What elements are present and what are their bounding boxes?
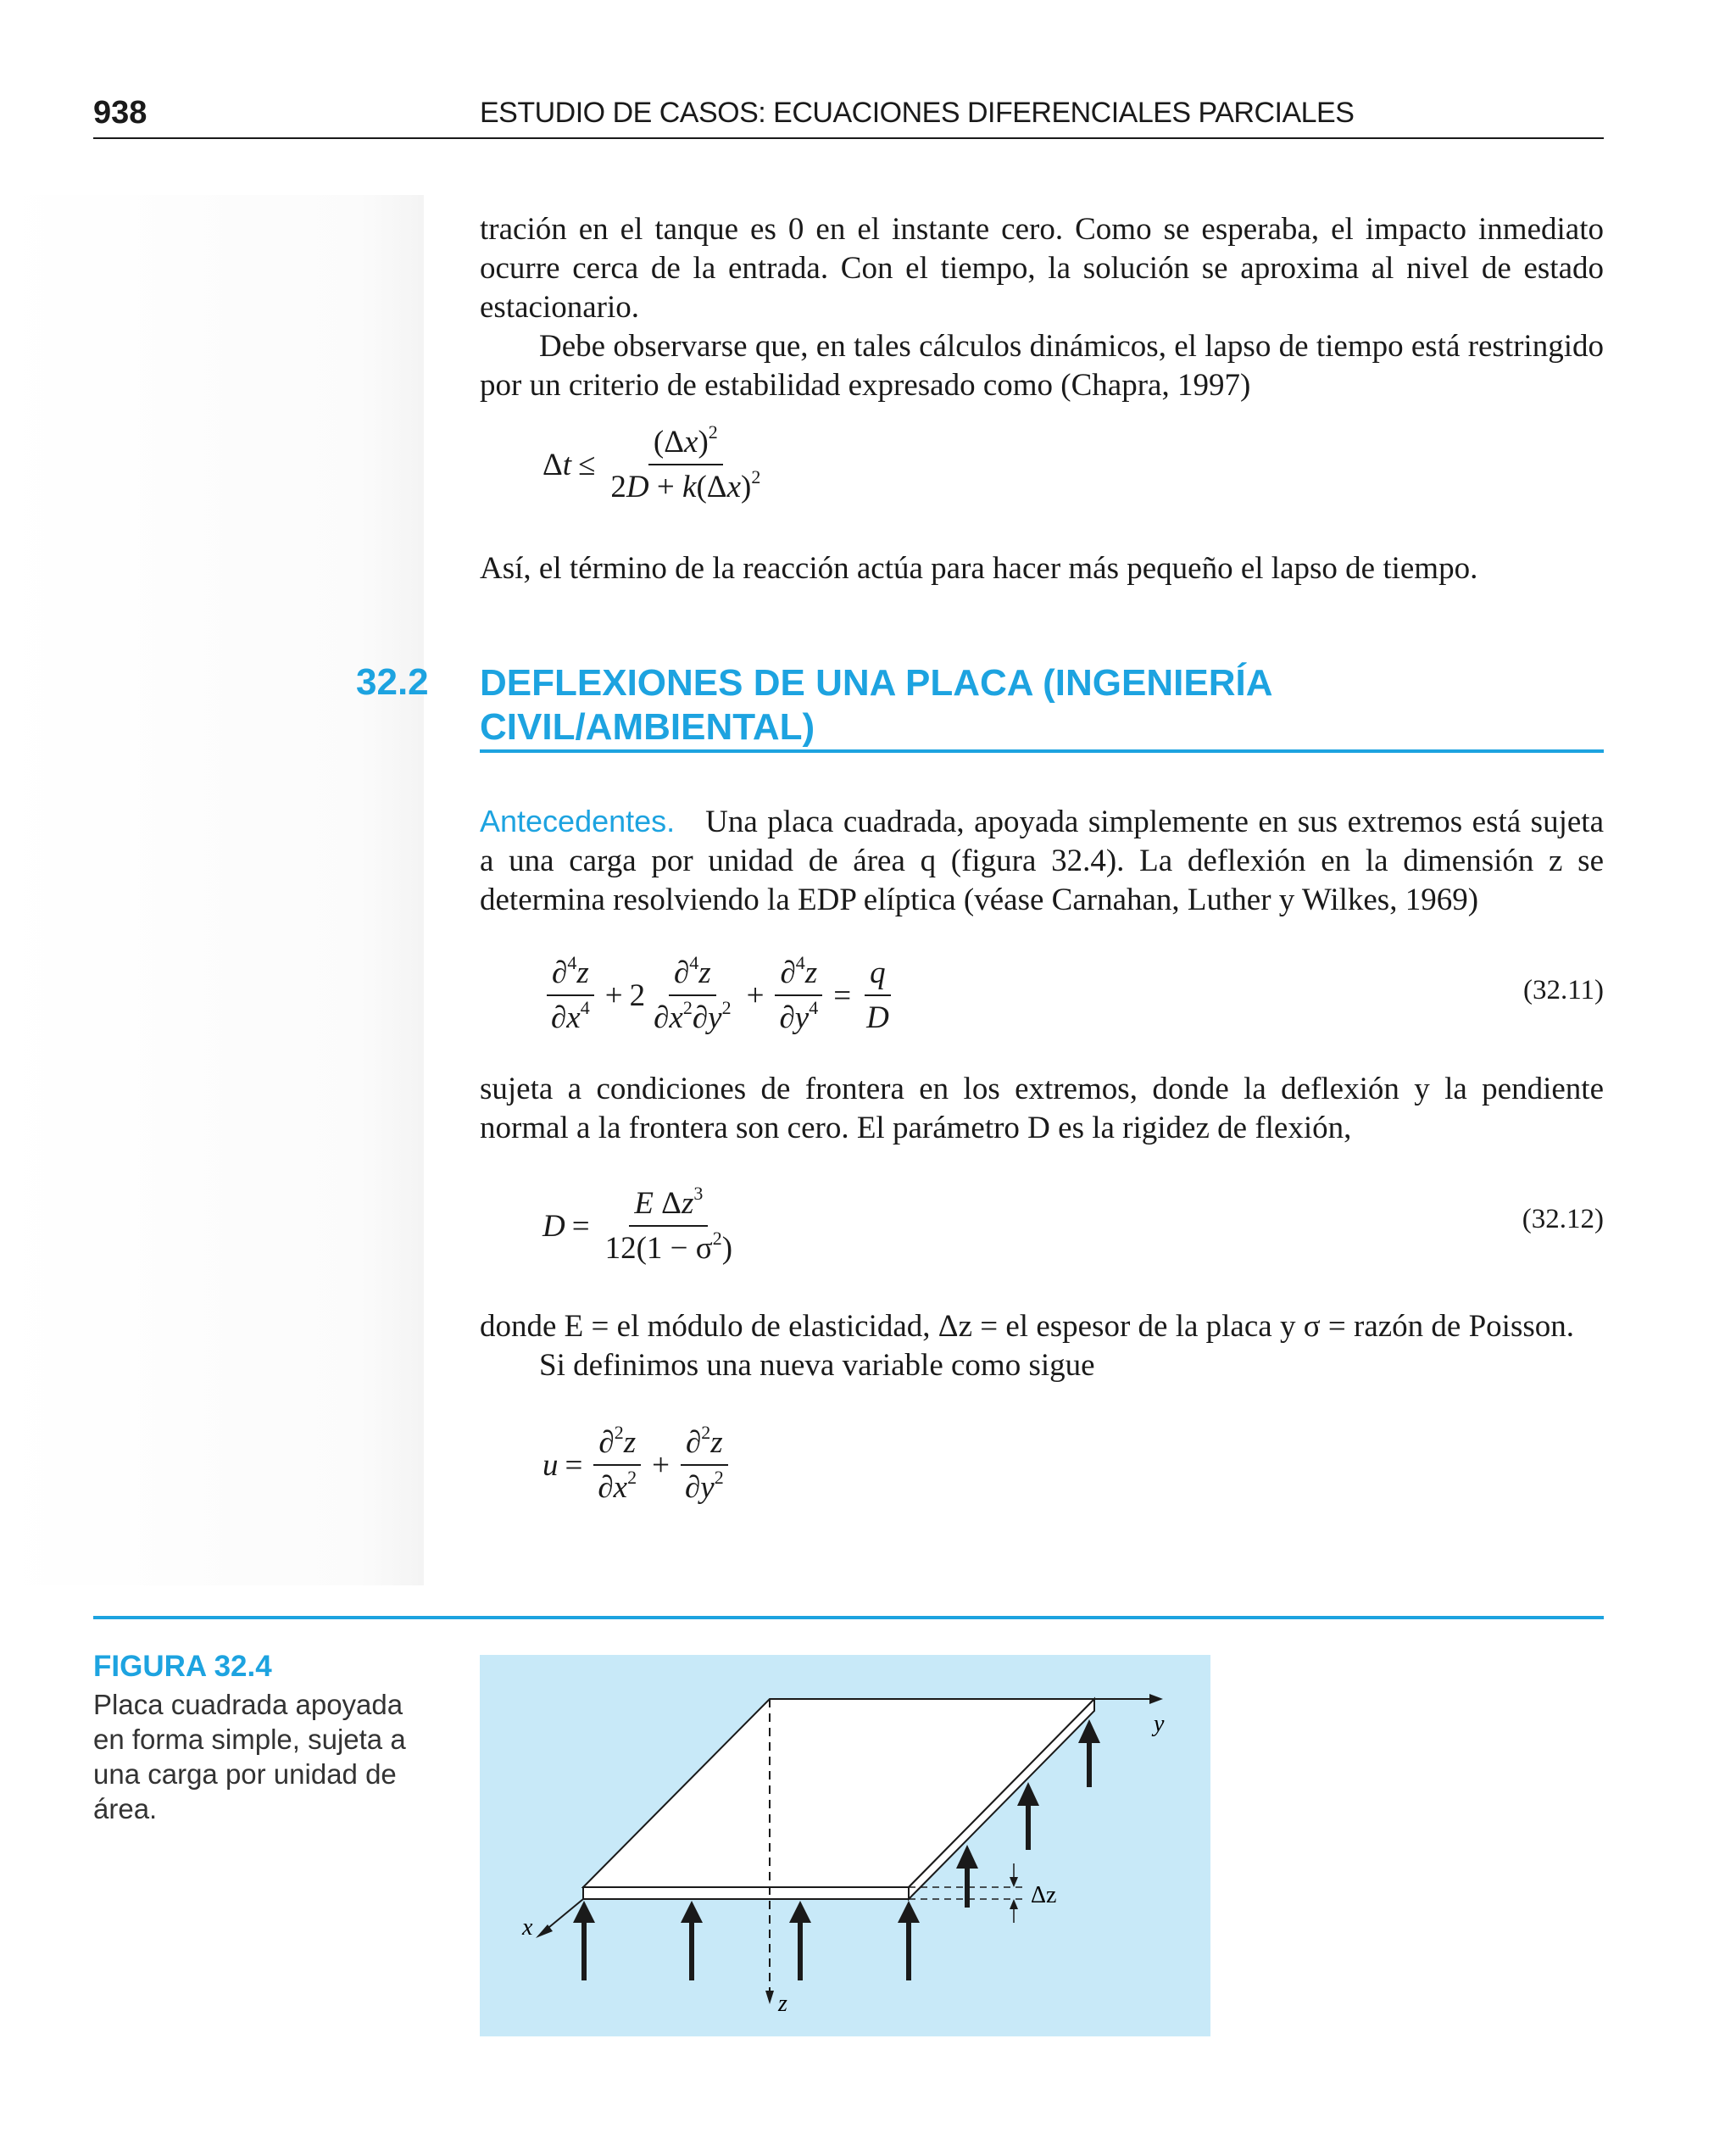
load-arrow-head: [898, 1901, 920, 1923]
intro-paragraph-2: [480, 327, 1604, 405]
figure-panel: [480, 1655, 1210, 2036]
background-paragraph-1-text: Una placa cuadrada, apoyada simplemente en sus extremos está sujeta a una carga por unidad de área q (figura 32.4). La deflexión en la dimensión z se determina resolviendo la EDP elíptica (véase Carnahan, Luther y Wilkes, 1969): [480, 805, 1604, 917]
section-title-line-2: CIVIL/AMBIENTAL): [480, 706, 815, 748]
flexural-rigidity-equation: D = $\frac{E \Delta z^3}{12(1 - \sigma^2)}$: [542, 1183, 733, 1266]
figure-rule: [93, 1616, 1604, 1619]
z-axis-arrow: [765, 1991, 774, 2004]
load-arrow-shaft: [581, 1919, 587, 1980]
background-lead-in: Antecedentes.: [480, 804, 676, 838]
plate-pde-equation: $\frac{\partial^4z}{\partial x^4}$ + 2 $\frac{\partial^4z}{\partial x^2\partial y^2}$ + $\frac{\partial^4z}{\partial y^4}$ = $\frac{q}{D}$: [542, 955, 898, 1036]
header-rule: [93, 137, 1604, 139]
background-paragraph-1: [480, 802, 1604, 920]
section-title-line-1: DEFLEXIONES DE UNA PLACA (INGENIERÍA: [480, 662, 1273, 704]
equation-number-32-11: (32.11): [1522, 975, 1604, 1005]
plate-top-face: [583, 1699, 1094, 1887]
load-arrow-shaft: [906, 1919, 911, 1980]
figure-caption: Placa cuadrada apoyada en forma simple, sujeta a una carga por unidad de área.: [93, 1689, 406, 1824]
section-title: [480, 661, 1272, 749]
load-arrow-head: [789, 1901, 811, 1923]
u-definition-equation: u = $\frac{\partial^2z}{\partial x^2}$ + $\frac{\partial^2z}{\partial y^2}$: [542, 1424, 732, 1506]
background-paragraph-2: sujeta a condiciones de frontera en los extremos, donde la deflexión y la pendiente normal a la frontera son cero. El parámetro D es la rigidez de flexión,: [480, 1072, 1604, 1145]
thickness-arrow-bottom: [1010, 1899, 1018, 1909]
figure-label: FIGURA 32.4: [93, 1650, 272, 1683]
y-axis-label: y: [1154, 1711, 1165, 1737]
background-paragraph-4-text: Si definimos una nueva variable como sigue: [539, 1348, 1095, 1383]
page-number: 938: [93, 95, 147, 131]
intro-paragraph-1: tración en el tanque es 0 en el instante cero. Como se esperaba, el impacto inmediato ocurre cerca de la entrada. Con el tiempo, la solución se aproxima al nivel de estado estacionario.: [480, 212, 1604, 325]
load-arrow-shaft: [798, 1919, 803, 1980]
front-load-arrows: [573, 1901, 920, 1980]
thickness-arrow-top: [1010, 1877, 1018, 1887]
load-arrow-shaft: [1087, 1740, 1092, 1787]
load-arrow-shaft: [689, 1919, 694, 1980]
load-arrow-shaft: [1026, 1802, 1031, 1850]
plate-front-edge: [583, 1887, 909, 1899]
intro-paragraph-3: Así, el término de la reacción actúa para hacer más pequeño el lapso de tiempo.: [480, 551, 1478, 586]
load-arrow-head: [681, 1901, 703, 1923]
stability-criterion-equation: Δt ≤ $\frac{(\Delta x)^2}{2D + k(\Delta x)^2}$: [542, 421, 761, 504]
plate-diagram: [480, 1655, 1210, 2036]
running-head: ESTUDIO DE CASOS: ECUACIONES DIFERENCIALES PARCIALES: [480, 97, 1355, 129]
background-paragraph-3: donde E = el módulo de elasticidad, Δz = el espesor de la placa y σ = razón de Poisson.: [480, 1309, 1575, 1344]
section-rule: [480, 749, 1604, 753]
load-arrow-shaft: [965, 1865, 970, 1908]
z-axis-label: z: [778, 1991, 787, 2017]
section-number: 32.2: [356, 661, 429, 703]
x-axis-label: x: [522, 1914, 533, 1941]
y-axis-arrow: [1149, 1694, 1163, 1704]
intro-paragraph-2-text: Debe observarse que, en tales cálculos dinámicos, el lapso de tiempo está restringido por un criterio de estabilidad expresado como (Chapra, 1997): [480, 329, 1604, 403]
thickness-label: Δz: [1031, 1882, 1057, 1908]
equation-number-32-12: (32.12): [1522, 1204, 1604, 1234]
margin-shade: [0, 195, 424, 1585]
background-paragraph-4: [480, 1346, 1604, 1385]
